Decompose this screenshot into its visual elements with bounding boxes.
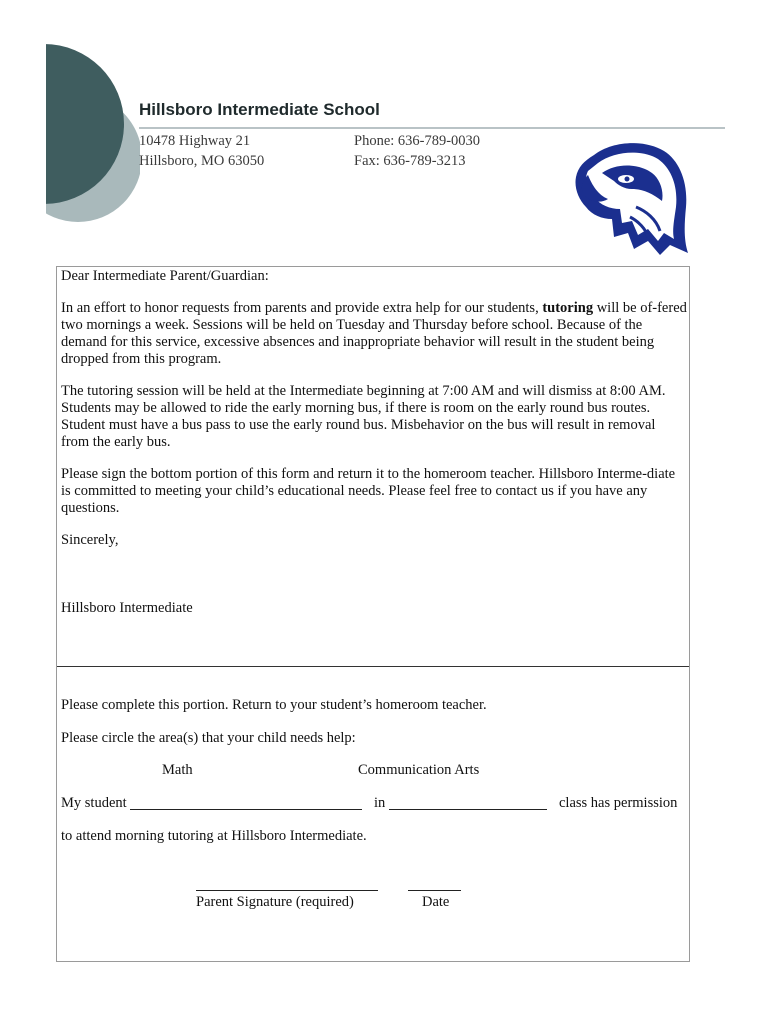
header-rule [139,127,725,129]
p1-end: will be of-fered two mornings a week. Sessions will be held on Tuesday and Thursday before school. Because of the demand for this service, excessive absences and inappropriate behavior will result in the student being dropped from this program. [61,300,687,367]
salutation: Dear Intermediate Parent/Guardian: [61,268,269,284]
student-name-field[interactable] [130,796,362,810]
p1-start: In an effort to honor requests from parents and provide extra help for our students, [61,300,543,316]
option-communication-arts[interactable]: Communication Arts [358,762,480,778]
address-block [139,131,264,171]
contact-block [354,131,480,171]
parent-signature-field[interactable] [196,890,378,891]
paragraph-schedule: The tutoring session will be held at the Intermediate beginning at 7:00 AM and will dismiss at 8:00 AM. Students may be allowed to ride the early morning bus, if there is room on the early round bus routes. Student must have a bus pass to use the early round bus. Misbehavior on the bus will result in removal from the early bus. [61,383,666,450]
tutoring-bold: tutoring [542,300,594,316]
class-name-field[interactable] [389,796,547,810]
hawk-mascot-logo [572,137,690,257]
attend-text: to attend morning tutoring at Hillsboro Intermediate. [61,828,367,844]
address-line-2: Hillsboro, MO 63050 [139,153,265,169]
parent-signature-label: Parent Signature (required) [196,894,354,910]
option-math[interactable]: Math [162,762,193,778]
date-field[interactable] [408,890,461,891]
paragraph-tutoring [61,300,687,368]
address-line-1: 10478 Highway 21 [139,133,251,149]
paragraph-return-form: Please sign the bottom portion of this form and return it to the homeroom teacher. Hillsboro Interme-diate is committed to meeting your child’s educational needs. Please feel free to contact us if you have any questions. [61,466,676,516]
phone-number: Phone: 636-789-0030 [354,133,481,149]
date-label: Date [422,894,450,910]
letter-body [61,268,687,564]
cut-line [57,666,689,667]
signature-name: Hillsboro Intermediate [61,600,193,616]
in-label: in [374,795,386,811]
fax-number: Fax: 636-789-3213 [354,153,466,169]
my-student-label: My student [61,795,127,811]
closing: Sincerely, [61,532,119,548]
circle-prompt: Please circle the area(s) that your child needs help: [61,730,356,746]
form-instruction: Please complete this portion. Return to your student’s homeroom teacher. [61,697,487,713]
school-name: Hillsboro Intermediate School [139,100,380,119]
permission-label: class has permission [559,795,678,811]
header-decoration [0,0,140,230]
